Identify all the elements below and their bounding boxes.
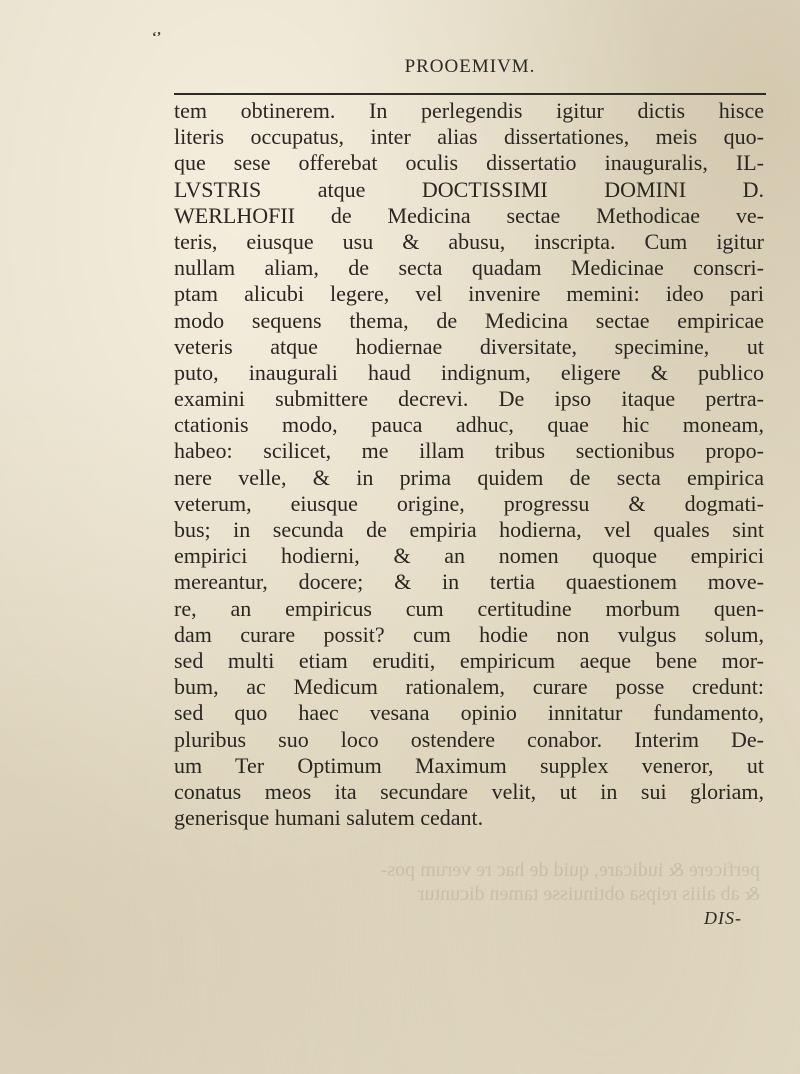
text-line: conatus meos ita secundare velit, ut in sui gloriam, [174,778,764,804]
text-line: nullam aliam, de secta quadam Medicinae conscri- [174,255,764,281]
text-line: WERLHOFII de Medicina sectae Methodicae ve- [174,202,764,228]
text-line: veteris atque hodiernae diversitate, specimine, ut [174,333,764,359]
text-line: generisque humani salutem cedant. [174,805,484,831]
text-line: modo sequens thema, de Medicina sectae empiricae [174,307,764,333]
text-line: ptam alicubi legere, vel invenire memini: ideo pari [174,281,764,307]
text-line: empirici hodierni, & an nomen quoque empirici [174,543,764,569]
text-line: bus; in secunda de empiria hodierna, vel quales sint [174,517,764,542]
text-line: veterum, eiusque origine, progressu & dogmati- [174,490,764,516]
running-head: PROOEMIVM. [404,56,536,77]
text-line: ctationis modo, pauca adhuc, quae hic moneam, [174,412,764,438]
text-line: teris, eiusque usu & abusu, inscripta. Cum igitur [174,228,764,254]
text-line: bum, ac Medicum rationalem, curare posse credunt: [174,674,764,700]
text-line: re, an empiricus cum certitudine morbum quen- [174,595,764,621]
text-line: nere velle, & in prima quidem de secta empirica [174,464,764,490]
text-line: que sese offerebat oculis dissertatio inauguralis, IL- [174,150,764,176]
header-rule [174,93,766,95]
text-line: tem obtinerem. In perlegendis igitur dictis hisce [174,98,764,123]
text-line: mereantur, docere; & in tertia quaestionem move- [174,569,764,595]
body-text [174,98,764,831]
corner-mark: ‘’ [152,30,162,45]
show-through-text: perficere & iudicare, quid de hac re verum pos- & ab aliis reipsa obtinuisse tamen dicuntur [380,859,760,905]
text-line: pluribus suo loco ostendere conabor. Interim De- [174,726,764,752]
text-line: sed multi etiam eruditi, empiricum aeque bene mor- [174,647,764,673]
text-line: habeo: scilicet, me illam tribus sectionibus propo- [174,438,764,464]
text-line: LVSTRIS atque DOCTISSIMI DOMINI D. [174,176,764,202]
text-line: literis occupatus, inter alias dissertationes, meis quo- [174,124,764,150]
catchword: DIS- [704,908,742,928]
text-line: examini submittere decrevi. De ipso itaque pertra- [174,386,764,412]
text-line: um Ter Optimum Maximum supplex veneror, ut [174,752,764,778]
text-line: sed quo haec vesana opinio innitatur fundamento, [174,700,764,726]
text-line: puto, inaugurali haud indignum, eligere & publico [174,359,764,385]
text-line: dam curare possit? cum hodie non vulgus solum, [174,621,764,647]
